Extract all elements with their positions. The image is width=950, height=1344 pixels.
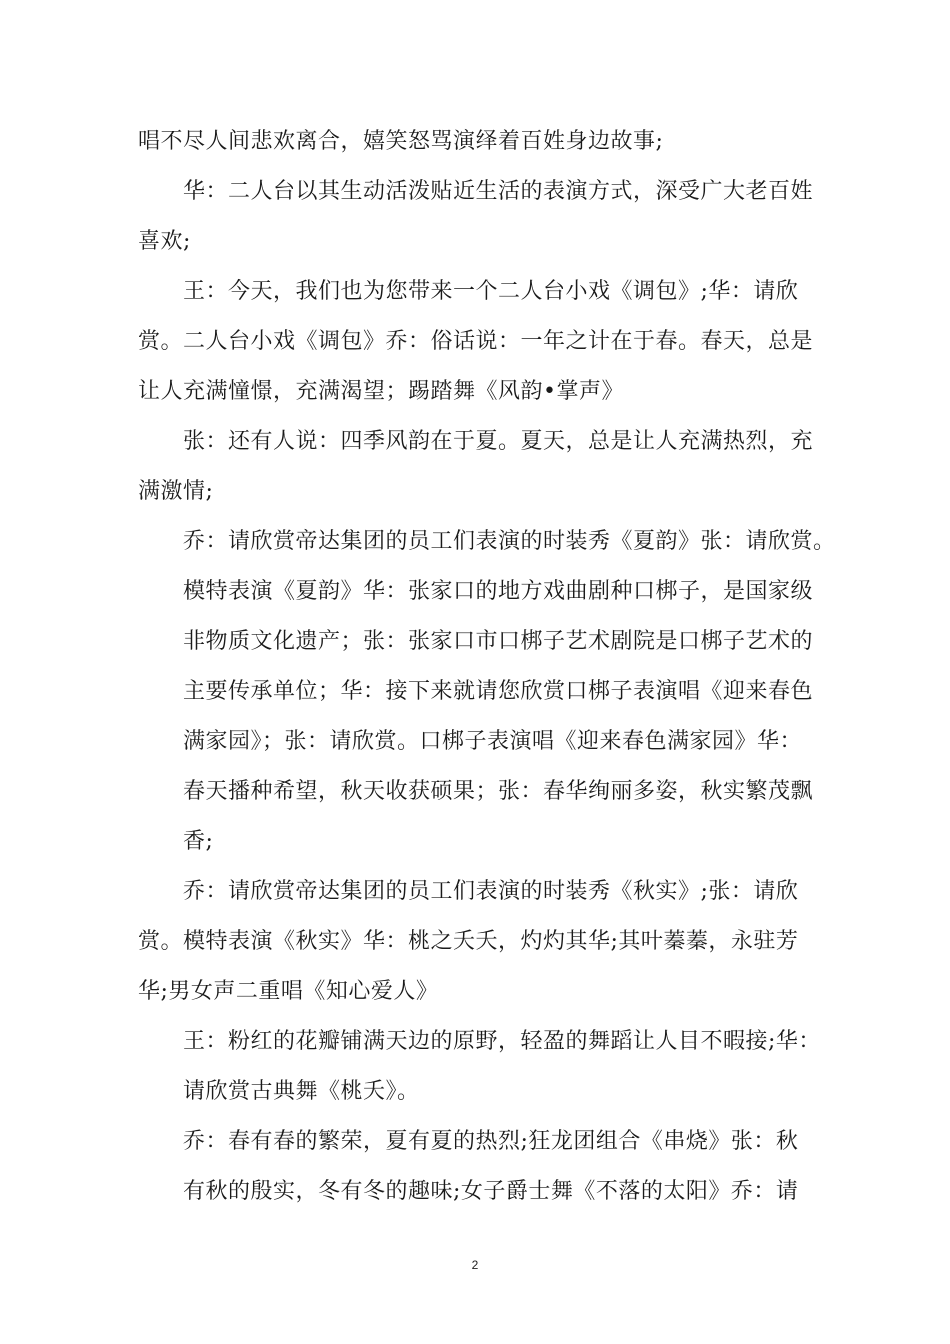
page-number: 2 (471, 1258, 479, 1272)
text-line: 华;男女声二重唱《知心爱人》 (138, 979, 439, 1004)
text-line: 模特表演《夏韵》华：张家口的地方戏曲剧种口梆子，是国家级 (183, 579, 814, 604)
text-line: 华：二人台以其生动活泼贴近生活的表演方式，深受广大老百姓 (183, 179, 814, 204)
text-line: 王：粉红的花瓣铺满天边的原野，轻盈的舞蹈让人目不暇接;华： (183, 1029, 821, 1054)
text-line: 赏。二人台小戏《调包》乔：俗话说：一年之计在于春。春天，总是 (138, 329, 814, 354)
text-line: 有秋的殷实，冬有冬的趣味;女子爵士舞《不落的太阳》乔：请 (183, 1179, 799, 1204)
text-line: 请欣赏古典舞《桃夭》。 (183, 1079, 420, 1104)
text-line: 喜欢; (138, 229, 191, 254)
text-line: 满家园》；张：请欣赏。口梆子表演唱《迎来春色满家园》华： (183, 729, 803, 754)
text-line: 王：今天，我们也为您带来一个二人台小戏《调包》;华：请欣 (183, 279, 799, 304)
text-line: 满激情; (138, 479, 214, 504)
text-line: 春天播种希望，秋天收获硕果；张：春华绚丽多姿，秋实繁茂飘 (183, 779, 814, 804)
text-line: 乔：请欣赏帝达集团的员工们表演的时装秀《秋实》;张：请欣 (183, 879, 799, 904)
text-line: 赏。模特表演《秋实》华：桃之夭夭，灼灼其华;其叶蓁蓁，永驻芳 (138, 929, 799, 954)
text-line: 让人充满憧憬，充满渴望；踢踏舞《风韵•掌声》 (138, 379, 624, 404)
text-line: 张：还有人说：四季风韵在于夏。夏天，总是让人充满热烈，充 (183, 429, 814, 454)
text-line: 乔：请欣赏帝达集团的员工们表演的时装秀《夏韵》张：请欣赏。 (183, 529, 836, 554)
text-line: 香; (183, 829, 214, 854)
text-line: 唱不尽人间悲欢离合，嬉笑怒骂演绎着百姓身边故事; (138, 129, 664, 154)
text-line: 主要传承单位；华：接下来就请您欣赏口梆子表演唱《迎来春色 (183, 679, 814, 704)
text-line: 乔：春有春的繁荣，夏有夏的热烈;狂龙团组合《串烧》张：秋 (183, 1129, 799, 1154)
text-line: 非物质文化遗产；张：张家口市口梆子艺术剧院是口梆子艺术的 (183, 629, 814, 654)
